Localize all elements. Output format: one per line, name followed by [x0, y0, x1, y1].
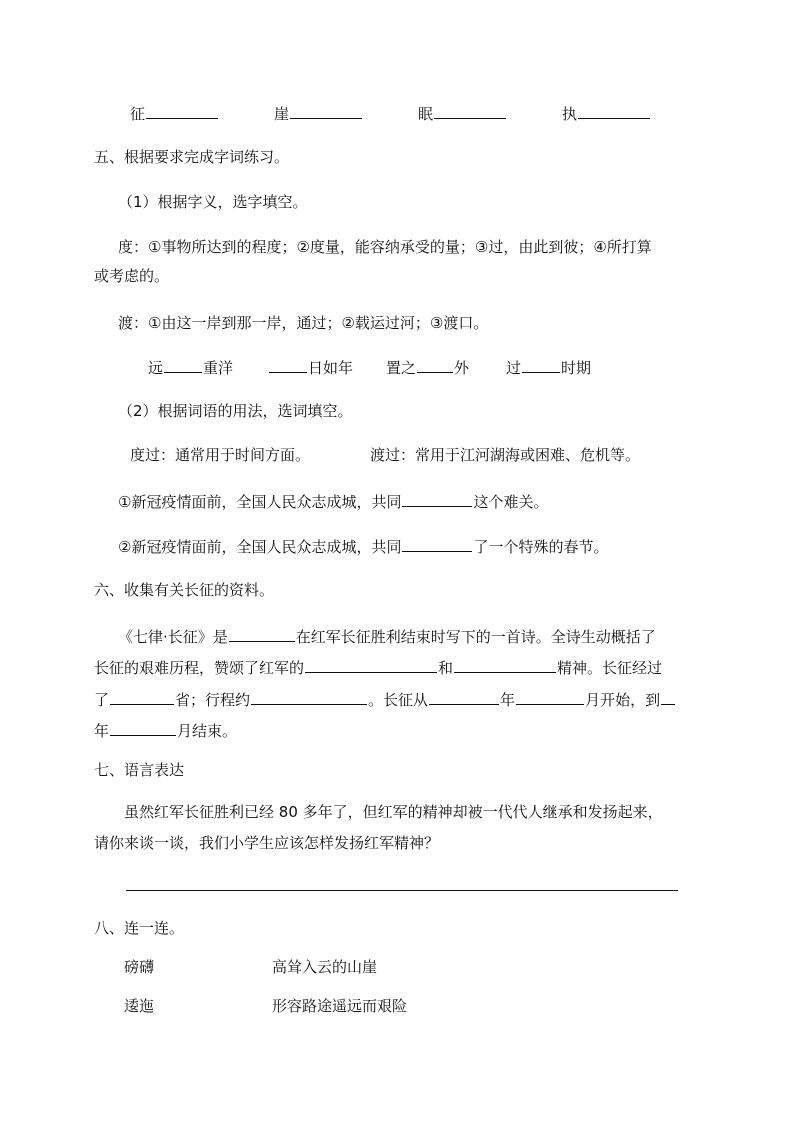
long-march-line-4: 年 月结束。 [94, 719, 237, 741]
idiom-2: 日如年 [268, 356, 353, 378]
answer-blank[interactable] [146, 102, 218, 119]
match-meaning-1[interactable]: 高耸入云的山崖 [272, 958, 378, 976]
answer-blank[interactable] [578, 102, 650, 119]
usage-duguo-2: 渡过：常用于江河湖海或困难、危机等。 [370, 446, 641, 464]
answer-blank[interactable] [290, 102, 362, 119]
answer-blank[interactable] [402, 535, 472, 552]
question-1-title: （1）根据字义，选字填空。 [118, 193, 308, 211]
long-march-line-2: 长征的艰难历程，赞颂了红军的 和 精神。长征经过 [94, 656, 662, 678]
idiom-1: 远 重洋 [148, 356, 233, 378]
answer-blank[interactable] [522, 356, 560, 373]
sentence-1: ①新冠疫情面前，全国人民众志成城，共同 这个难关。 [118, 490, 548, 512]
answer-blank[interactable] [229, 625, 295, 642]
idiom-3: 置之 外 [386, 356, 469, 378]
answer-blank[interactable] [417, 356, 453, 373]
word-row [274, 102, 363, 124]
section-6-title: 六、收集有关长征的资料。 [94, 581, 275, 599]
answer-blank[interactable] [251, 688, 367, 705]
answer-blank[interactable] [305, 656, 437, 673]
char-1: 征 [130, 105, 146, 123]
char-3: 眠 [418, 105, 434, 123]
answer-blank[interactable] [164, 356, 202, 373]
char-2: 崖 [274, 105, 290, 123]
answer-blank[interactable] [402, 490, 472, 507]
answer-blank[interactable] [434, 102, 506, 119]
answer-blank[interactable] [110, 719, 176, 736]
match-word-1[interactable]: 磅礴 [124, 958, 155, 976]
long-march-line-3: 了 省；行程约 。长征从 年 月开始，到 [94, 688, 676, 710]
section-5-title: 五、根据要求完成字词练习。 [94, 148, 290, 166]
match-meaning-2[interactable]: 形容路途遥远而艰险 [272, 997, 408, 1015]
idiom-4: 过 时期 [506, 356, 591, 378]
usage-duguo: 度过：通常用于时间方面。 [130, 446, 311, 464]
du-definition: 度：①事物所达到的程度；②度量，能容纳承受的量；③过，由此到彼；④所打算 [118, 238, 652, 256]
answer-line[interactable] [126, 890, 678, 891]
expression-prompt-1: 虽然红军长征胜利已经 80 多年了，但红军的精神却被一代代人继承和发扬起来， [124, 803, 663, 821]
char-4: 执 [562, 105, 578, 123]
answer-blank[interactable] [661, 688, 675, 705]
word-row [418, 102, 507, 124]
match-word-2[interactable]: 逶迤 [124, 997, 155, 1015]
section-8-title: 八、连一连。 [94, 919, 185, 937]
answer-blank[interactable] [454, 656, 556, 673]
question-2-title: （2）根据词语的用法，选词填空。 [118, 402, 353, 420]
section-7-title: 七、语言表达 [94, 761, 185, 779]
du-definition-cont: 或考虑的。 [94, 267, 170, 285]
expression-prompt-2: 请你来谈一谈，我们小学生应该怎样发扬红军精神？ [94, 834, 440, 852]
word-row [130, 102, 219, 124]
answer-blank[interactable] [110, 688, 174, 705]
long-march-line-1: 《七律·长征》是 在红军长征胜利结束时写下的一首诗。全诗生动概括了 [118, 625, 656, 647]
word-row [562, 102, 651, 124]
answer-blank[interactable] [516, 688, 584, 705]
du2-definition: 渡：①由这一岸到那一岸，通过；②载运过河；③渡口。 [118, 314, 489, 332]
answer-blank[interactable] [269, 356, 307, 373]
answer-blank[interactable] [429, 688, 499, 705]
sentence-2: ②新冠疫情面前，全国人民众志成城，共同 了一个特殊的春节。 [118, 535, 608, 557]
